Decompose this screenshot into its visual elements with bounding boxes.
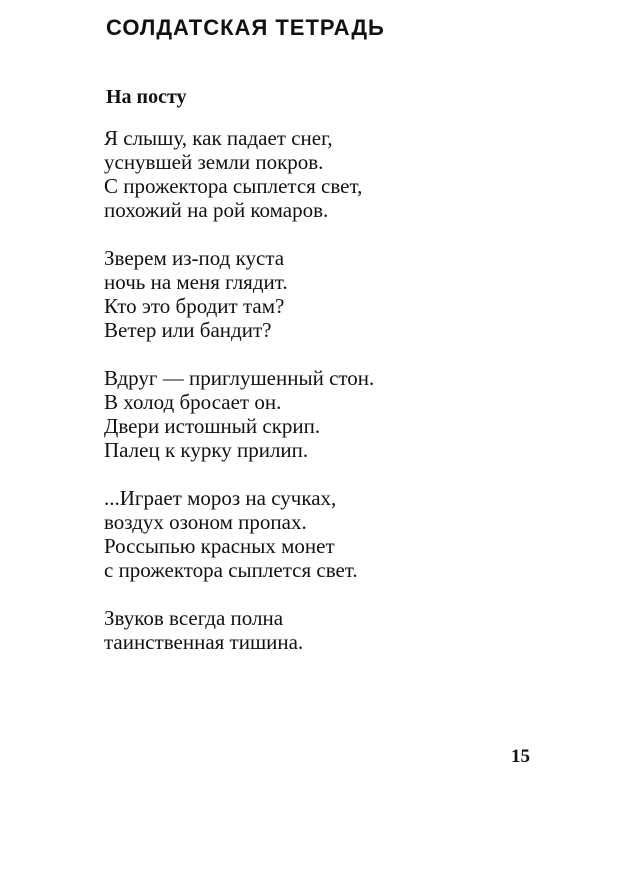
- poem-line: Я слышу, как падает снег,: [104, 126, 333, 150]
- stanza: [104, 606, 374, 654]
- poem-line: Кто это бродит там?: [104, 294, 285, 318]
- poem-line: Ветер или бандит?: [104, 318, 272, 342]
- stanza: [104, 246, 374, 342]
- poem-line: Палец к курку прилип.: [104, 438, 309, 462]
- poem-line: Зверем из-под куста: [104, 246, 285, 270]
- poem-line: таинственная тишина.: [104, 630, 304, 654]
- poem-line: Вдруг — приглушенный стон.: [104, 366, 375, 390]
- poem-line: Звуков всегда полна: [104, 606, 284, 630]
- poem-title: На посту: [106, 86, 187, 108]
- page-number: 15: [511, 746, 530, 767]
- poem-line: воздух озоном пропах.: [104, 510, 307, 534]
- stanza: [104, 366, 374, 462]
- poem-line: В холод бросает он.: [104, 390, 282, 414]
- poem-line: Двери истошный скрип.: [104, 414, 321, 438]
- stanza: [104, 126, 374, 222]
- poem-line: с прожектора сыплется свет.: [104, 558, 358, 582]
- poem-line: ночь на меня глядит.: [104, 270, 288, 294]
- poem-line: похожий на рой комаров.: [104, 198, 329, 222]
- poem-line: ...Играет мороз на сучках,: [104, 486, 337, 510]
- stanza: [104, 486, 374, 582]
- poem-line: Россыпью красных монет: [104, 534, 335, 558]
- section-title: СОЛДАТСКАЯ ТЕТРАДЬ: [106, 15, 385, 40]
- poem-line: С прожектора сыплется свет,: [104, 174, 363, 198]
- poem-body: [104, 126, 374, 678]
- poem-line: уснувшей земли покров.: [104, 150, 324, 174]
